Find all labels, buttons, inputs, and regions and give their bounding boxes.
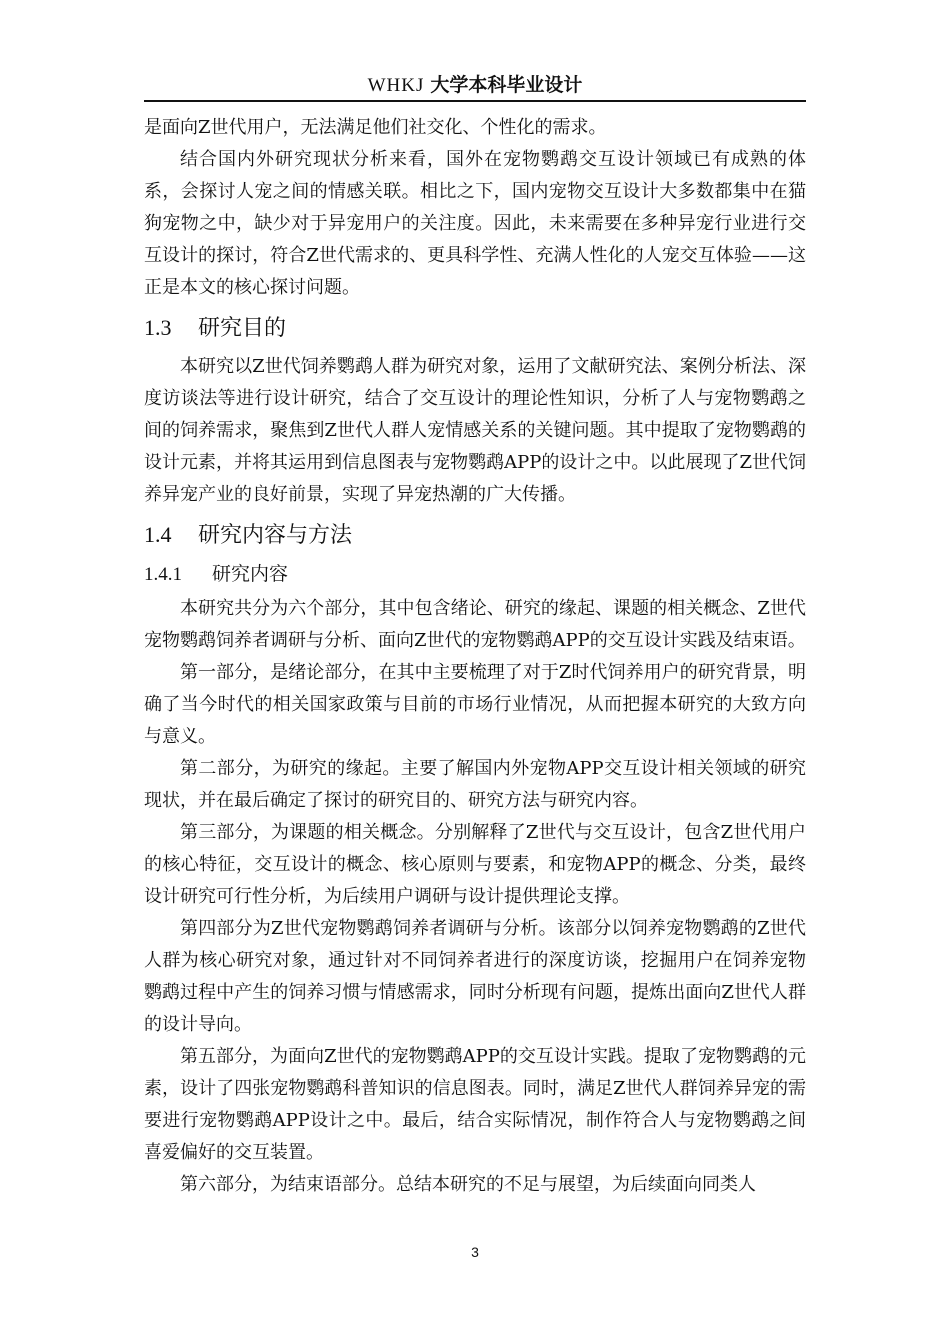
paragraph: 本研究共分为六个部分，其中包含绪论、研究的缘起、课题的相关概念、Z世代宠物鹦鹉饲养者调研与分析、面向Z世代的宠物鹦鹉APP的交互设计实践及结束语。 [144, 598, 806, 651]
section-number: 1.4 [144, 522, 172, 547]
page-number: 3 [471, 1244, 479, 1260]
paragraph: 是面向Z世代用户，无法满足他们社交化、个性化的需求。 [144, 117, 607, 138]
paragraph: 第一部分，是绪论部分，在其中主要梳理了对于Z时代饲养用户的研究背景，明确了当今时代的相关国家政策与目前的市场行业情况，从而把握本研究的大致方向与意义。 [144, 662, 806, 747]
paragraph: 第四部分为Z世代宠物鹦鹉饲养者调研与分析。该部分以饲养宠物鹦鹉的Z世代人群为核心研究对象，通过针对不同饲养者进行的深度访谈，挖掘用户在饲养宠物鹦鹉过程中产生的饲养习惯与情感需求，同时分析现有问题，提炼出面向Z世代人群的设计导向。 [144, 918, 806, 1035]
running-header [144, 72, 806, 98]
section-title: 研究目的 [198, 316, 287, 341]
paragraph: 第五部分，为面向Z世代的宠物鹦鹉APP的交互设计实践。提取了宠物鹦鹉的元素，设计了四张宠物鹦鹉科普知识的信息图表。同时，满足Z世代人群饲养异宠的需要进行宠物鹦鹉APP设计之中。最后，结合实际情况，制作符合人与宠物鹦鹉之间喜爱偏好的交互装置。 [144, 1046, 806, 1163]
document-body [144, 112, 806, 1201]
paragraph: 第二部分，为研究的缘起。主要了解国内外宠物APP交互设计相关领域的研究现状，并在最后确定了探讨的研究目的、研究方法与研究内容。 [144, 758, 806, 811]
section-title: 研究内容与方法 [198, 523, 353, 548]
section-heading-1-3 [144, 310, 806, 347]
paragraph: 本研究以Z世代饲养鹦鹉人群为研究对象，运用了文献研究法、案例分析法、深度访谈法等进行设计研究，结合了交互设计的理论性知识，分析了人与宠物鹦鹉之间的饲养需求，聚焦到Z世代人群人宠情感关系的关键问题。其中提取了宠物鹦鹉的设计元素，并将其运用到信息图表与宠物鹦鹉APP的设计之中。以此展现了Z世代饲养异宠产业的良好前景，实现了异宠热潮的广大传播。 [144, 356, 806, 505]
paragraph: 结合国内外研究现状分析来看，国外在宠物鹦鹉交互设计领域已有成熟的体系，会探讨人宠之间的情感关联。相比之下，国内宠物交互设计大多数都集中在猫狗宠物之中，缺少对于异宠用户的关注度。因此，未来需要在多种异宠行业进行交互设计的探讨，符合Z世代需求的、更具科学性、充满人性化的人宠交互体验——这正是本文的核心探讨问题。 [144, 149, 806, 298]
subsection-title: 研究内容 [212, 563, 289, 585]
section-heading-1-4 [144, 517, 806, 554]
subsection-number: 1.4.1 [144, 564, 182, 585]
header-title: 大学本科毕业设计 [430, 74, 583, 96]
paragraph: 第六部分，为结束语部分。总结本研究的不足与展望，为后续面向同类人 [180, 1174, 756, 1195]
paragraph: 第三部分，为课题的相关概念。分别解释了Z世代与交互设计，包含Z世代用户的核心特征，交互设计的概念、核心原则与要素，和宠物APP的概念、分类，最终设计研究可行性分析，为后续用户调研与设计提供理论支撑。 [144, 822, 806, 907]
subsection-heading-1-4-1 [144, 558, 806, 591]
section-number: 1.3 [144, 315, 172, 340]
header-rule [144, 100, 806, 102]
header-school-abbr: WHKJ [367, 75, 425, 96]
